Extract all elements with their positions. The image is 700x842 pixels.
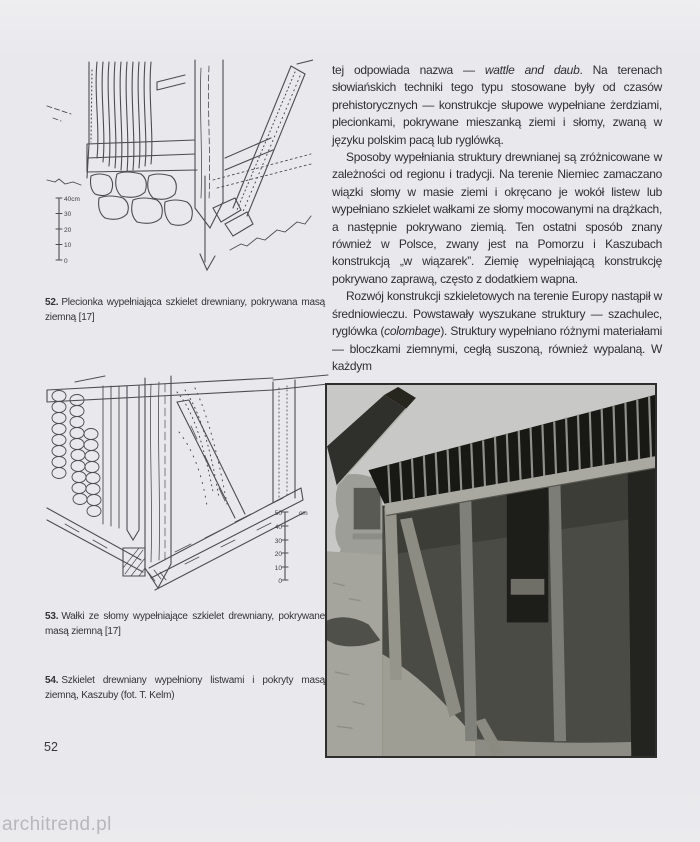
scale-label: 20 (274, 551, 282, 558)
figure-number: 53. (45, 611, 59, 622)
paragraph: Sposoby wypełniania struktury drewnianej są zróżnicowane w zależności od regionu i tradycji. Na terenie Niemiec zamaczano wiązki słomy w masie ziemi i okręcano je wokół listew lub wypełniano szkielet wałkami ze słomy mocowanymi na drążkach, a następnie pokrywano ziemią. Ten ostatni sposób znany również w Polsce, zwany jest na Pomorzu i Kaszubach konstrukcją „w wiązarek”. Ziemię wypełniającą konstrukcję pokrywano zaprawą, często z dodatkiem wapna. (332, 150, 662, 286)
figure-52-drawing (45, 58, 313, 292)
paragraph: Rozwój konstrukcji szkieletowych na terenie Europy nastąpił w średniowieczu. Powstawały wyszukane struktury — szachulec, ryglówka (colombage). Struktury wypełniano różnymi materiałami — bloczkami ziemnymi, cegłą suszoną, również wypalaną. W każdym (332, 289, 662, 373)
figure-caption-text: Wałki ze słomy wypełniające szkielet drewniany, pokrywane masą ziemną [17] (45, 611, 325, 637)
scale-label: 30 (64, 211, 72, 218)
scale-label: 40 (274, 524, 282, 531)
figure-54-photo (325, 383, 657, 758)
scale-label: 0 (64, 258, 68, 265)
page-number: 52 (44, 740, 58, 754)
straw-roll-corner-drawing (45, 372, 330, 604)
scale-label: 10 (64, 242, 72, 249)
watermark: architrend.pl (2, 814, 112, 835)
scale-label: 30 (274, 538, 282, 545)
article-text-column (332, 62, 662, 375)
figure-number: 54. (45, 675, 59, 686)
scale-label: 0 (278, 578, 282, 585)
scale-label: 50 (274, 510, 282, 517)
scale-unit: cm (299, 510, 308, 517)
figure-caption-text: Plecionka wypełniająca szkielet drewniany, pokrywana masą ziemną [17] (45, 297, 325, 323)
paragraph: tej odpowiada nazwa — wattle and daub. Na terenach słowiańskich techniki tego typu stosowane były od czasów prehistorycznych — konstrukcje słupowe wypełniane żerdziami, plecionkami, pokrywane mieszanką ziemi i słomy, zwaną w języku polskim pacą lub ryglówką. (332, 63, 662, 147)
figure-number: 52. (45, 297, 59, 308)
wattle-corner-drawing (45, 58, 313, 292)
figure-53-drawing (45, 372, 330, 604)
scale-label: 10 (274, 565, 282, 572)
figure-53-caption (45, 610, 325, 639)
timber-building-photo (327, 385, 655, 756)
figure-52-caption (45, 296, 325, 325)
scale-label: 20 (64, 227, 72, 234)
scale-label: 40cm (64, 196, 80, 203)
figure-caption-text: Szkielet drewniany wypełniony listwami i pokryty masą ziemną, Kaszuby (fot. T. Kelm) (45, 675, 325, 701)
figure-54-caption (45, 674, 325, 703)
